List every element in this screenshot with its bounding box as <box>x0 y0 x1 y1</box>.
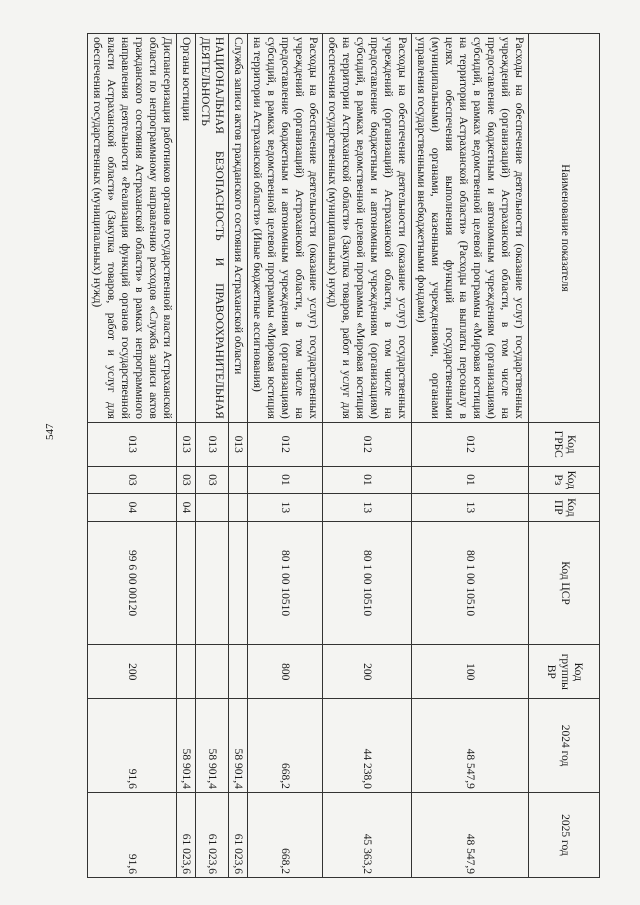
table-row <box>247 34 322 878</box>
header-csr: Код ЦСР <box>529 521 600 645</box>
row-pr: 04 <box>87 494 176 522</box>
row-2025: 45 363,2 <box>322 792 411 877</box>
row-csr: 80 1 00 10510 <box>247 521 322 645</box>
header-name: Наименование показателя <box>529 34 600 423</box>
row-vr: 100 <box>411 645 528 699</box>
row-name: Диспансеризация работников органов государственной власти Астраханской области по непрограммному направлению расходов «Служба записи актов гражданского состояния Астраханской области» в рамках непрограммного направления деятельности «Реализация функций органов государственной власти Астраханской области» (Закупка товаров, работ и услуг для обеспечения государственных (муниципальных) нужд) <box>87 34 176 423</box>
row-grbs: 012 <box>322 422 411 466</box>
row-rz: 01 <box>247 466 322 494</box>
row-grbs: 013 <box>176 422 195 466</box>
row-2024: 58 901,4 <box>195 699 228 793</box>
row-pr <box>228 494 247 522</box>
row-2025: 668,2 <box>247 792 322 877</box>
row-pr: 13 <box>247 494 322 522</box>
header-2024: 2024 год <box>529 699 600 793</box>
row-2025: 61 023,6 <box>176 792 195 877</box>
header-rz: Код Рз <box>529 466 600 494</box>
page-number: 547 <box>44 423 56 440</box>
row-vr <box>176 645 195 699</box>
row-rz: 03 <box>195 466 228 494</box>
table-row <box>228 34 247 878</box>
row-2024: 668,2 <box>247 699 322 793</box>
row-pr: 13 <box>322 494 411 522</box>
row-name: Расходы на обеспечение деятельности (оказание услуг) государственных учреждений (организаций) Астраханской области, в том числе на предоставление бюджетным и автономным учреждениям (организациям) субсидий, в рамках ведомственной целевой программы «Мировая юстиция на территории Астраханской области» (Расходы на выплаты персоналу в целях обеспечения выполнения функций государственными (муниципальными) органами, казенными учреждениями, органами управления государственными внебюджетными фондами) <box>411 34 528 423</box>
row-name: НАЦИОНАЛЬНАЯ БЕЗОПАСНОСТЬ И ПРАВООХРАНИТЕЛЬНАЯ ДЕЯТЕЛЬНОСТЬ <box>195 34 228 423</box>
table-header-row <box>529 34 600 878</box>
row-grbs: 013 <box>228 422 247 466</box>
row-rz: 01 <box>322 466 411 494</box>
row-2024: 48 547,9 <box>411 699 528 793</box>
row-grbs: 013 <box>195 422 228 466</box>
row-pr: 13 <box>411 494 528 522</box>
row-name: Органы юстиции <box>176 34 195 423</box>
row-vr: 200 <box>87 645 176 699</box>
header-pr: Код ПР <box>529 494 600 522</box>
table-row <box>411 34 528 878</box>
row-rz <box>228 466 247 494</box>
row-grbs: 013 <box>87 422 176 466</box>
header-vr: Код группы ВР <box>529 645 600 699</box>
row-pr <box>195 494 228 522</box>
row-csr <box>228 521 247 645</box>
table-row <box>195 34 228 878</box>
row-2024: 58 901,4 <box>228 699 247 793</box>
row-csr: 80 1 00 10510 <box>411 521 528 645</box>
table-row <box>176 34 195 878</box>
row-2024: 44 238,0 <box>322 699 411 793</box>
table-row <box>322 34 411 878</box>
row-2025: 61 023,6 <box>228 792 247 877</box>
row-csr: 99 6 00 00120 <box>87 521 176 645</box>
row-vr <box>228 645 247 699</box>
row-name: Расходы на обеспечение деятельности (оказание услуг) государственных учреждений (организаций) Астраханской области, в том числе на предоставление бюджетным и автономным учреждениям (организациям) субсидий, в рамках ведомственной целевой программы «Мировая юстиция на территории Астраханской области» (Закупка товаров, работ и услуг для обеспечения государственных (муниципальных) нужд) <box>322 34 411 423</box>
row-csr: 80 1 00 10510 <box>322 521 411 645</box>
row-rz: 03 <box>176 466 195 494</box>
row-name: Расходы на обеспечение деятельности (оказание услуг) государственных учреждений (организаций) Астраханской области, в том числе на предоставление бюджетным и автономным учреждениям (организациям) субсидий, в рамках ведомственной целевой программы «Мировая юстиция на территории Астраханской области» (Иные бюджетные ассигнования) <box>247 34 322 423</box>
row-vr: 200 <box>322 645 411 699</box>
row-grbs: 012 <box>411 422 528 466</box>
row-2024: 91,6 <box>87 699 176 793</box>
row-vr <box>195 645 228 699</box>
row-rz: 03 <box>87 466 176 494</box>
table-row <box>87 34 176 878</box>
row-grbs: 012 <box>247 422 322 466</box>
row-2025: 48 547,9 <box>411 792 528 877</box>
row-pr: 04 <box>176 494 195 522</box>
row-csr <box>195 521 228 645</box>
row-2025: 91,6 <box>87 792 176 877</box>
header-2025: 2025 год <box>529 792 600 877</box>
row-name: Служба записи актов гражданского состояния Астраханской области <box>228 34 247 423</box>
row-2024: 58 901,4 <box>176 699 195 793</box>
header-grbs: Код ГРБС <box>529 422 600 466</box>
budget-table <box>87 33 600 878</box>
row-vr: 800 <box>247 645 322 699</box>
row-rz: 01 <box>411 466 528 494</box>
row-csr <box>176 521 195 645</box>
document-sheet <box>90 33 600 878</box>
row-2025: 61 023,6 <box>195 792 228 877</box>
